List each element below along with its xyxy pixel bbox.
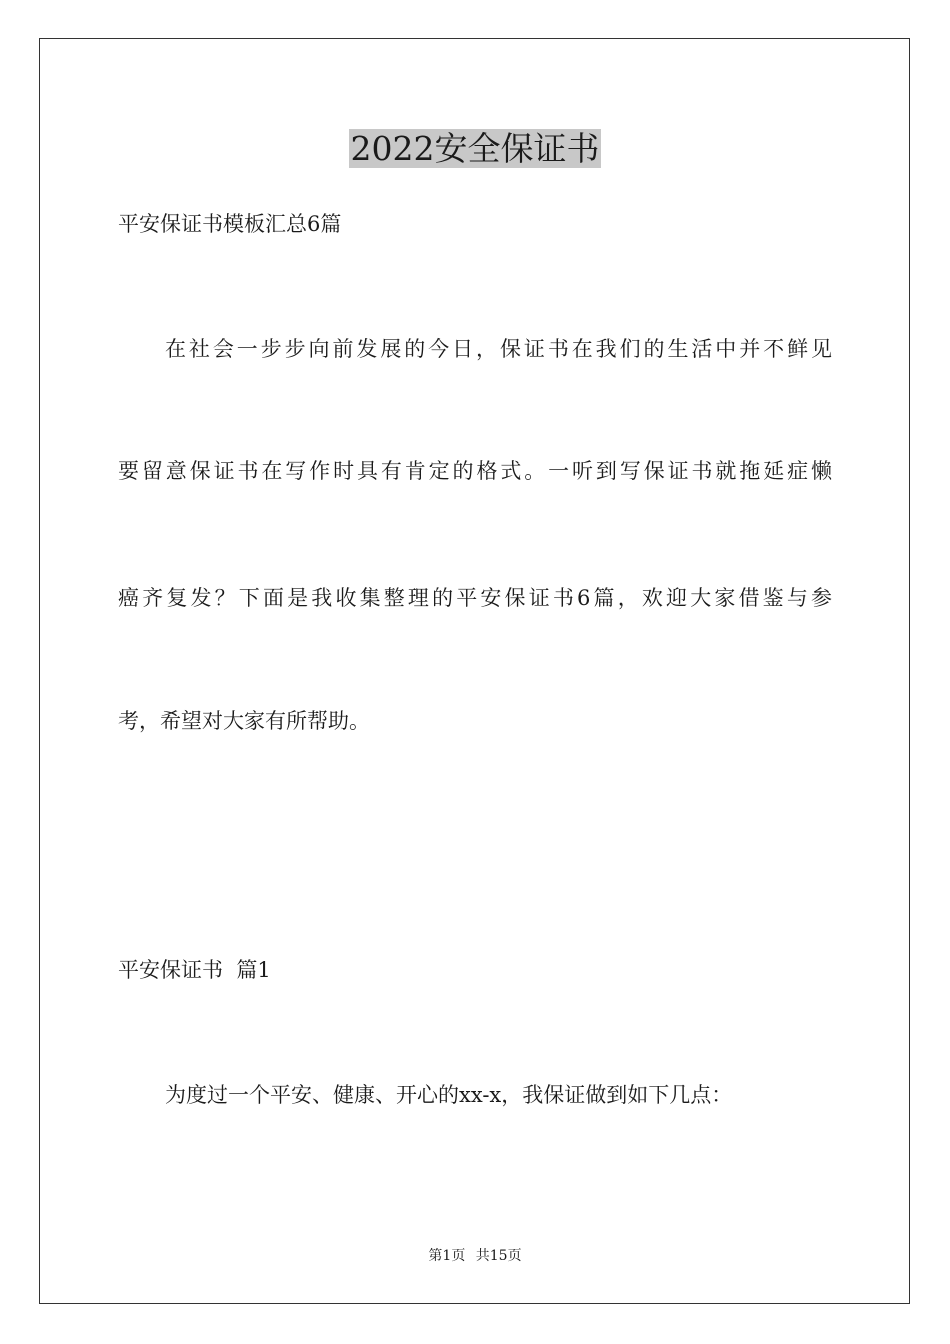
intro-paragraph-line-1: 在社会一步步向前发展的今日，保证书在我们的生活中并不鲜见	[165, 337, 832, 361]
document-title	[0, 127, 950, 171]
page-number-footer: 第1页 共15页	[428, 1248, 522, 1264]
section-first-line: 为度过一个平安、健康、开心的xx-x，我保证做到如下几点：	[165, 1083, 733, 1107]
document-subtitle: 平安保证书模板汇总6篇	[118, 212, 342, 236]
intro-paragraph-line-2: 要留意保证书在写作时具有肯定的格式。一听到写保证书就拖延症懒	[118, 459, 832, 483]
intro-paragraph-line-3: 癌齐复发？下面是我收集整理的平安保证书6篇，欢迎大家借鉴与参	[118, 586, 832, 610]
document-title-text: 2022安全保证书	[350, 129, 600, 168]
intro-paragraph-line-4: 考，希望对大家有所帮助。	[118, 709, 370, 733]
section-heading: 平安保证书 篇1	[118, 958, 271, 982]
